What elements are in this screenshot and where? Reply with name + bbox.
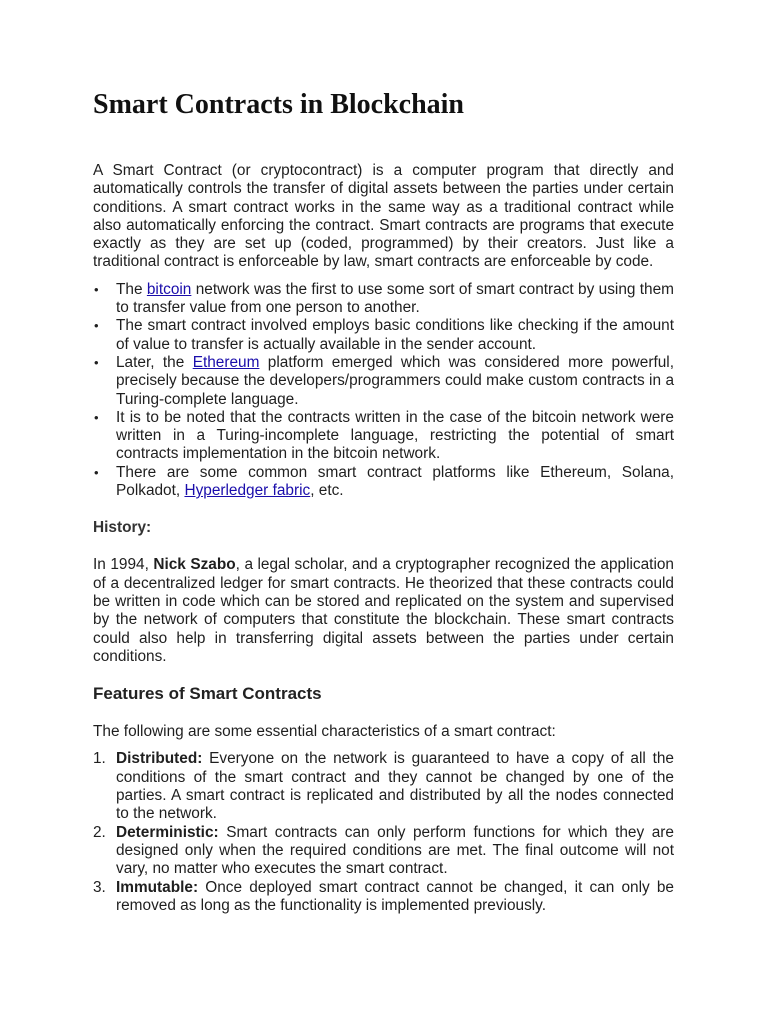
list-item-text: Later, the	[116, 353, 193, 371]
hyperledger-fabric-link[interactable]: Hyperledger fabric	[184, 482, 311, 500]
ethereum-link[interactable]: Ethereum	[192, 353, 260, 371]
feature-text: Smart contracts can only perform functions for which they are designed only when the required conditions are met. The final outcome will not vary, no matter who executes the smart contract.	[116, 823, 674, 878]
list-item	[116, 464, 674, 501]
list-item-text: There are some common smart contract platforms like Ethereum, Solana, Polkadot,	[116, 463, 674, 500]
feature-term: Deterministic:	[116, 823, 219, 841]
feature-term: Immutable:	[116, 878, 199, 896]
bitcoin-link[interactable]: bitcoin	[146, 280, 192, 298]
features-heading: Features of Smart Contracts	[93, 684, 322, 704]
feature-text: Once deployed smart contract cannot be changed, it can only be removed as long as the functionality is implemented previously.	[116, 878, 674, 914]
page-title: Smart Contracts in Blockchain	[93, 89, 464, 120]
features-intro: The following are some essential characteristics of a smart contract:	[93, 723, 556, 741]
feature-text: Everyone on the network is guaranteed to have a copy of all the conditions of the smart contract and they cannot be changed by one of the parties. A smart contract is replicated and distributed by all the nodes connected to the network.	[116, 750, 674, 823]
history-text: , a legal scholar, and a cryptographer recognized the application of a decentralized ledger for smart contracts. He theorized that these contracts could be written in code which can be stored and replicated on the system and supervised by the network of computers that constitute the blockchain. These smart contracts could also help in transferring digital assets between the parties under certain conditions.	[93, 556, 674, 665]
feature-term: Distributed:	[116, 750, 203, 768]
history-paragraph	[93, 556, 674, 666]
list-item-text: platform emerged which was considered more powerful, precisely because the developers/programmers could make custom contracts in a Turing-complete language.	[116, 353, 674, 408]
list-item-text: It is to be noted that the contracts written in the case of the bitcoin network were written in a Turing-incomplete language, restricting the potential of smart contracts implementation in the bitcoin network.	[116, 408, 674, 463]
bullet-list	[93, 281, 674, 501]
list-item	[116, 281, 674, 318]
list-item-text: The smart contract involved employs basic conditions like checking if the amount of value to transfer is actually available in the sender account.	[116, 317, 674, 353]
list-item-text: , etc.	[310, 482, 344, 500]
features-list	[93, 750, 674, 915]
feature-item	[93, 823, 674, 879]
list-item-text: The	[116, 280, 147, 298]
list-item	[116, 409, 674, 464]
list-item-text: network was the first to use some sort of smart contract by using them to transfer value from one person to another.	[116, 280, 674, 317]
feature-item	[93, 750, 674, 823]
document-content	[93, 86, 674, 915]
feature-number: 3.	[93, 878, 106, 896]
feature-number: 2.	[93, 823, 106, 841]
feature-number: 1.	[93, 750, 106, 768]
history-name: Nick Szabo	[153, 556, 236, 574]
feature-item	[93, 878, 674, 916]
history-heading: History:	[93, 519, 152, 537]
list-item	[116, 354, 674, 409]
history-text: In 1994,	[93, 556, 154, 574]
list-item	[116, 317, 674, 354]
intro-paragraph: A Smart Contract (or cryptocontract) is a computer program that directly and automatically controls the transfer of digital assets between the parties under certain conditions. A smart contract works in the same way as a traditional contract while also automatically enforcing the contract. Smart contracts are programs that execute exactly as they are set up (coded, programmed) by their creators. Just like a traditional contract is enforceable by law, smart contracts are enforceable by code.	[93, 162, 674, 271]
